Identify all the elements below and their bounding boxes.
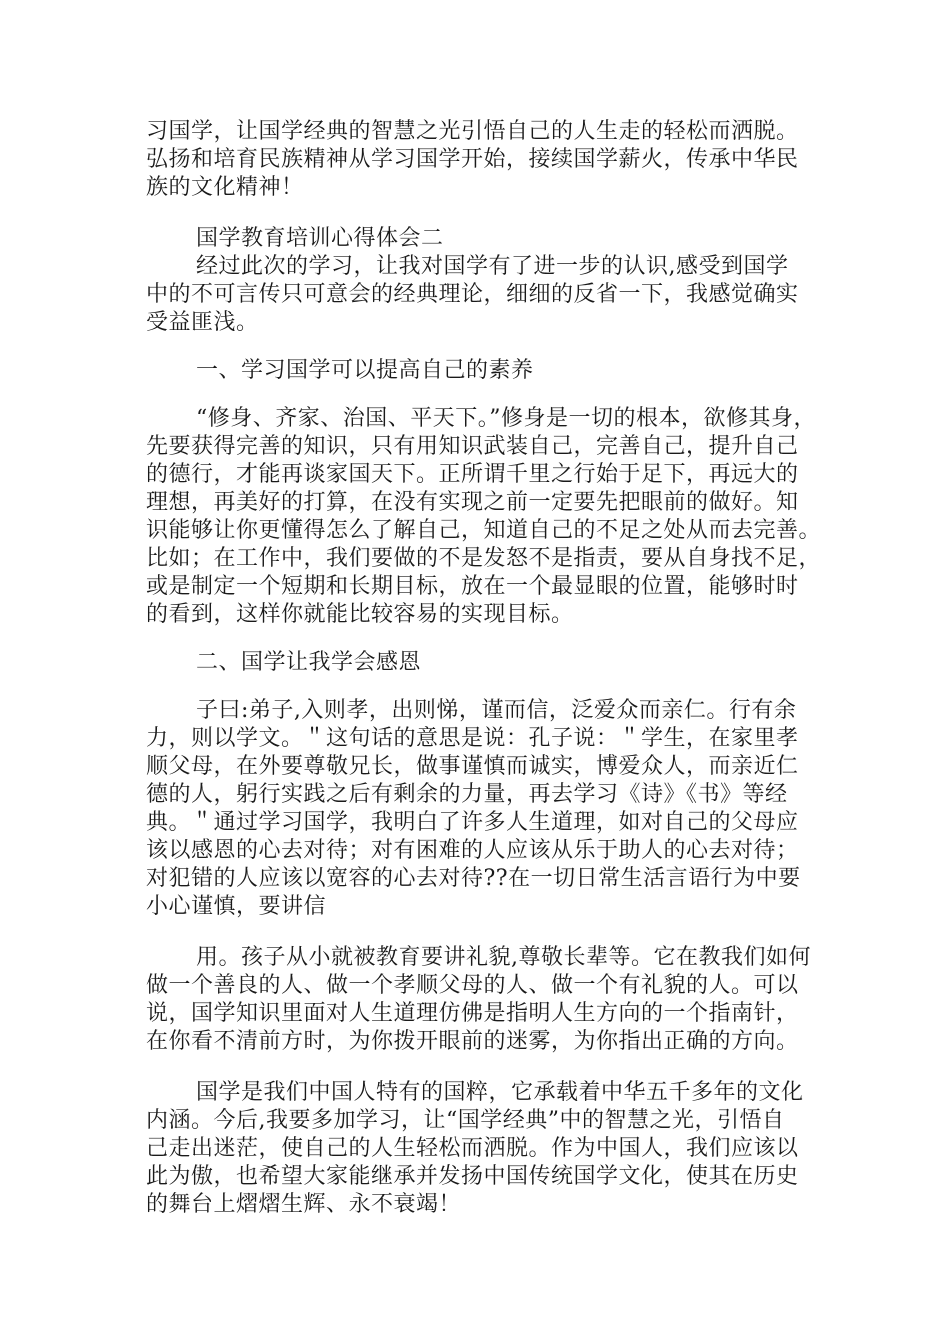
text-line: 的德行，才能再谈家国天下。正所谓千里之行始于足下，再远大的	[146, 462, 799, 487]
paragraph-closing-part-one	[146, 118, 826, 202]
text-line: 己走出迷茫，使自己的人生轻松而洒脱。作为中国人，我们应该以	[146, 1136, 799, 1161]
text-line: 的看到，这样你就能比较容易的实现目标。	[146, 602, 574, 627]
text-line: 受益匪浅。	[146, 310, 259, 335]
heading-gratitude: 二、国学让我学会感恩	[196, 650, 422, 675]
text-line: 力，则以学文。＂这句话的意思是说：孔子说：＂学生，在家里孝	[146, 726, 799, 751]
text-line: 小心谨慎，要讲信	[146, 894, 327, 919]
paragraph-gratitude	[146, 697, 826, 921]
heading-cultivation: 一、学习国学可以提高自己的素养	[196, 358, 534, 383]
text-line: 理想，再美好的打算，在没有实现之前一定要先把眼前的做好。知	[146, 490, 799, 515]
paragraph-manners	[146, 944, 826, 1056]
text-line: 德的人，躬行实践之后有剩余的力量，再去学习《诗》《书》等经	[146, 782, 788, 807]
text-line: 顺父母，在外要尊敬兄长，做事谨慎而诚实，博爱众人，而亲近仁	[146, 754, 799, 779]
text-line: 的舞台上熠熠生辉、永不衰竭！	[146, 1192, 462, 1217]
text-line: 典。＂通过学习国学，我明白了许多人生道理，如对自己的父母应	[146, 810, 799, 835]
text-line: 比如；在工作中，我们要做的不是发怒不是指责，要从自身找不足，	[146, 546, 822, 571]
text-line: 国学是我们中国人特有的国粹，它承载着中华五千多年的文化	[196, 1080, 804, 1105]
paragraph-cultivation	[146, 405, 826, 629]
text-line: 习国学，让国学经典的智慧之光引悟自己的人生走的轻松而洒脱。	[146, 119, 799, 144]
text-line: 用。孩子从小就被教育要讲礼貌,尊敬长辈等。它在教我们如何	[196, 945, 811, 970]
text-line: 子曰:弟子,入则孝，出则悌，谨而信，泛爱众而亲仁。行有余	[196, 698, 797, 723]
text-line: 此为傲，也希望大家能继承并发扬中国传统国学文化，使其在历史	[146, 1164, 799, 1189]
text-line: 经过此次的学习，让我对国学有了进一步的认识,感受到国学	[196, 254, 789, 279]
document-page	[146, 118, 826, 1219]
text-line: 在你看不清前方时，为你拨开眼前的迷雾，为你指出正确的方向。	[146, 1029, 799, 1054]
text-line: 族的文化精神！	[146, 175, 304, 200]
text-line: 做一个善良的人、做一个孝顺父母的人、做一个有礼貌的人。可以	[146, 973, 799, 998]
text-line: 识能够让你更懂得怎么了解自己，知道自己的不足之处从而去完善。	[146, 518, 822, 543]
text-line: 先要获得完善的知识，只有用知识武装自己，完善自己，提升自己	[146, 434, 799, 459]
text-line: 中的不可言传只可意会的经典理论，细细的反省一下，我感觉确实	[146, 282, 799, 307]
text-line: 对犯错的人应该以宽容的心去对待??在一切日常生活言语行为中要	[146, 866, 801, 891]
paragraph-intro	[146, 253, 826, 337]
section-title: 国学教育培训心得体会二	[196, 226, 444, 251]
text-line: 说，国学知识里面对人生道理仿佛是指明人生方向的一个指南针，	[146, 1001, 799, 1026]
text-line: 弘扬和培育民族精神从学习国学开始，接续国学薪火，传承中华民	[146, 147, 799, 172]
text-line: 或是制定一个短期和长期目标，放在一个最显眼的位置，能够时时	[146, 574, 799, 599]
text-line: “修身、齐家、治国、平天下。”修身是一切的根本，欲修其身，	[196, 406, 816, 431]
text-line: 内涵。今后,我要多加学习，让“国学经典”中的智慧之光，引悟自	[146, 1108, 785, 1133]
text-line: 该以感恩的心去对待；对有困难的人应该从乐于助人的心去对待；	[146, 838, 799, 863]
paragraph-conclusion	[146, 1079, 826, 1219]
